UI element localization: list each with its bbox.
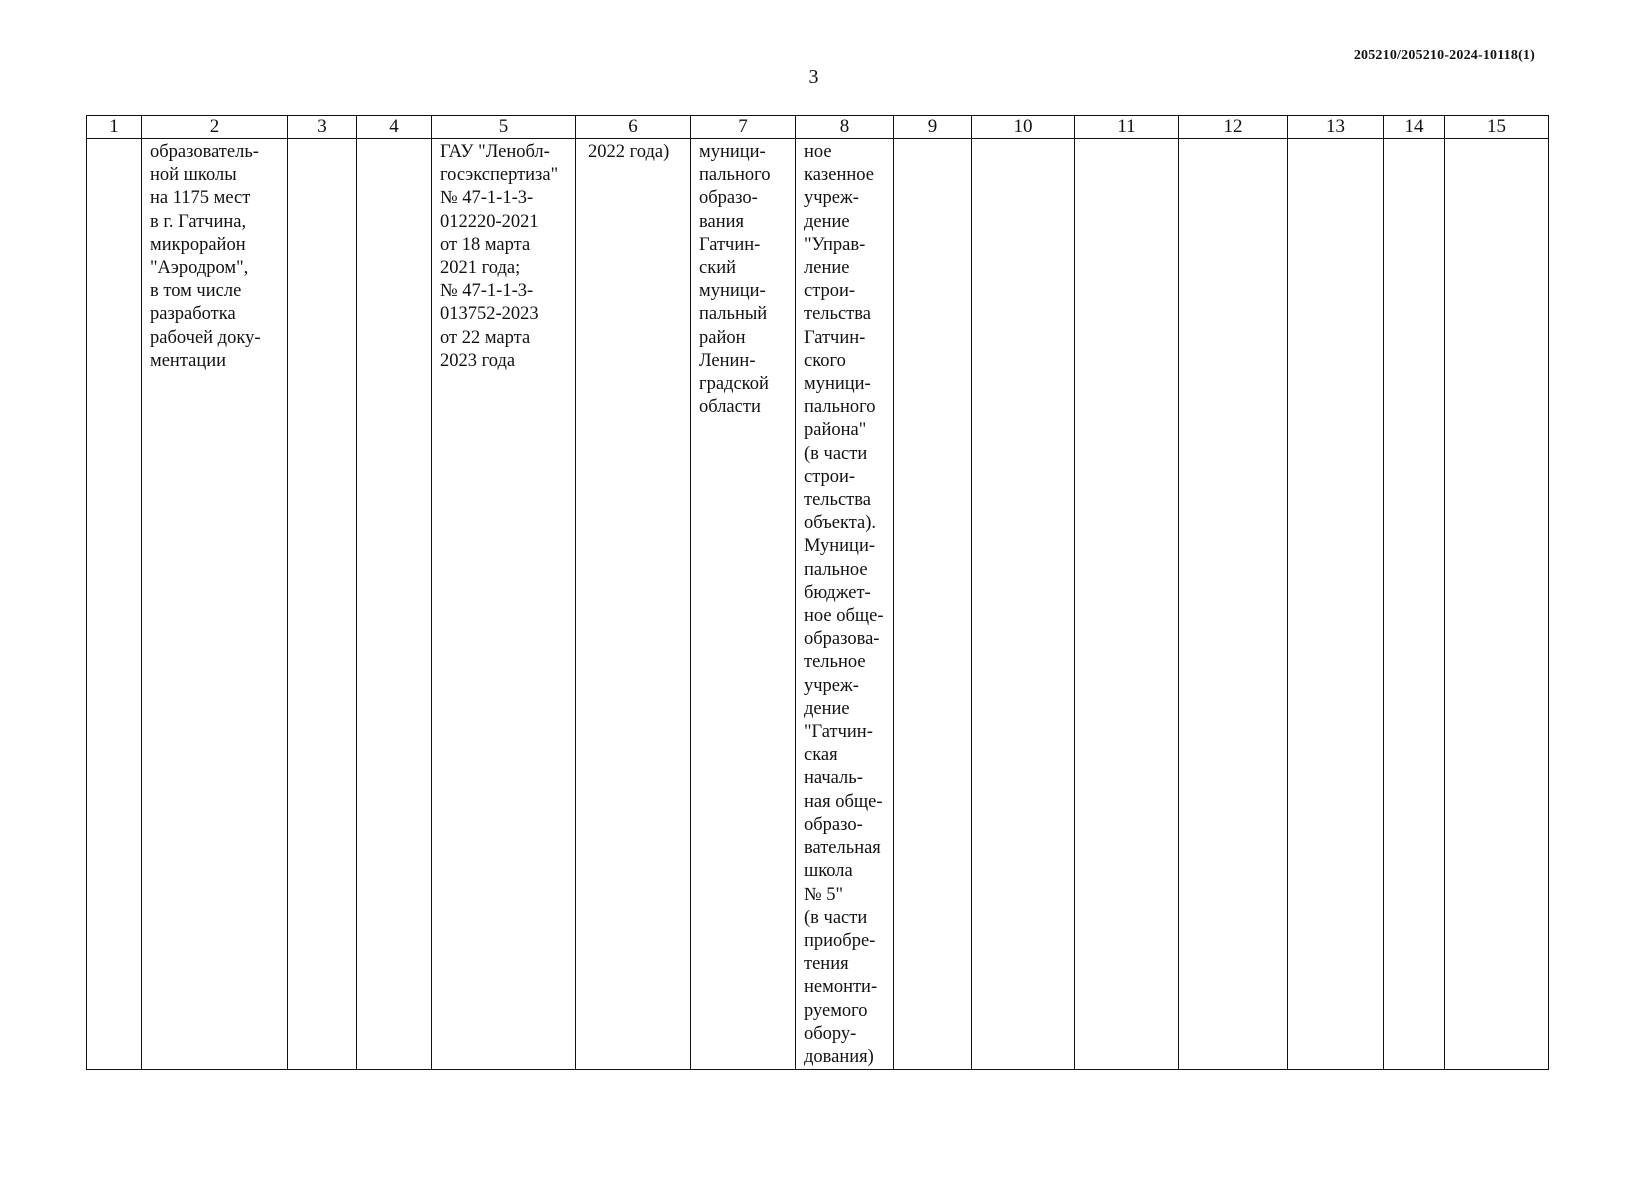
table-header-row bbox=[87, 116, 1549, 139]
table-cell-col-7 bbox=[691, 139, 796, 1070]
table-cell-col-14 bbox=[1384, 139, 1445, 1070]
date-text: 2022 года) bbox=[588, 142, 670, 162]
cell-text bbox=[1179, 139, 1287, 141]
table-cell-col-15 bbox=[1445, 139, 1549, 1070]
expertise-text: ГАУ "Ленобл- госэкспертиза" № 47-1-1-3- 012220-2021 от 18 марта 2021 года; № 47-1-1-3- 013752-2023 от 22 марта 2023 года bbox=[440, 142, 559, 371]
table-cell-col-9 bbox=[894, 139, 972, 1070]
column-header-9: 9 bbox=[894, 116, 972, 139]
column-header-14: 14 bbox=[1384, 116, 1445, 139]
column-header-13: 13 bbox=[1288, 116, 1384, 139]
table-cell-col-12 bbox=[1179, 139, 1288, 1070]
column-header-4: 4 bbox=[357, 116, 432, 139]
page-number: 3 bbox=[808, 66, 819, 88]
table-cell-col-1 bbox=[87, 139, 142, 1070]
table-cell-col-13 bbox=[1288, 139, 1384, 1070]
column-header-15: 15 bbox=[1445, 116, 1549, 139]
table-row bbox=[87, 139, 1549, 1070]
table-cell-col-10 bbox=[972, 139, 1075, 1070]
column-header-5: 5 bbox=[432, 116, 576, 139]
column-header-6: 6 bbox=[576, 116, 691, 139]
column-header-8: 8 bbox=[796, 116, 894, 139]
cell-text bbox=[1384, 139, 1444, 141]
cell-text bbox=[1445, 139, 1548, 141]
column-header-10: 10 bbox=[972, 116, 1075, 139]
column-header-11: 11 bbox=[1075, 116, 1179, 139]
table-cell-col-8 bbox=[796, 139, 894, 1070]
document-id: 205210/205210-2024-10118(1) bbox=[1353, 48, 1535, 63]
table-cell-col-6 bbox=[576, 139, 691, 1070]
institution-text: ное казенное учреж- дение "Управ- ление строи- тельства Гатчин- ского муници- пального района" (в части строи- тельства объекта). Муници- пальное бюджет- ное обще- образова- тельное учреж- дение "Гатчин- ская началь- ная обще- образо- вательная школа № 5" (в части приобре- тения немонти- руемого обору- дования) bbox=[804, 142, 884, 1067]
cell-text bbox=[972, 139, 1074, 141]
column-header-1: 1 bbox=[87, 116, 142, 139]
table-cell-col-5 bbox=[432, 139, 576, 1070]
cell-text bbox=[87, 139, 141, 141]
table-cell-col-11 bbox=[1075, 139, 1179, 1070]
municipality-text: муници- пального образо- вания Гатчин- ский муници- пальный район Ленин- градской области bbox=[699, 142, 771, 418]
cell-text bbox=[894, 139, 971, 141]
cell-text bbox=[357, 139, 431, 141]
column-header-3: 3 bbox=[288, 116, 357, 139]
column-header-7: 7 bbox=[691, 116, 796, 139]
object-name-text: образователь- ной школы на 1175 мест в г. Гатчина, микрорайон "Аэродром", в том числе разработка рабочей доку- ментации bbox=[150, 142, 261, 371]
cell-text bbox=[1288, 139, 1383, 141]
table-cell-col-4 bbox=[357, 139, 432, 1070]
table-cell-col-2 bbox=[142, 139, 288, 1070]
cell-text bbox=[288, 139, 356, 141]
cell-text bbox=[1075, 139, 1178, 141]
column-header-12: 12 bbox=[1179, 116, 1288, 139]
data-table bbox=[86, 115, 1549, 1070]
table-cell-col-3 bbox=[288, 139, 357, 1070]
column-header-2: 2 bbox=[142, 116, 288, 139]
